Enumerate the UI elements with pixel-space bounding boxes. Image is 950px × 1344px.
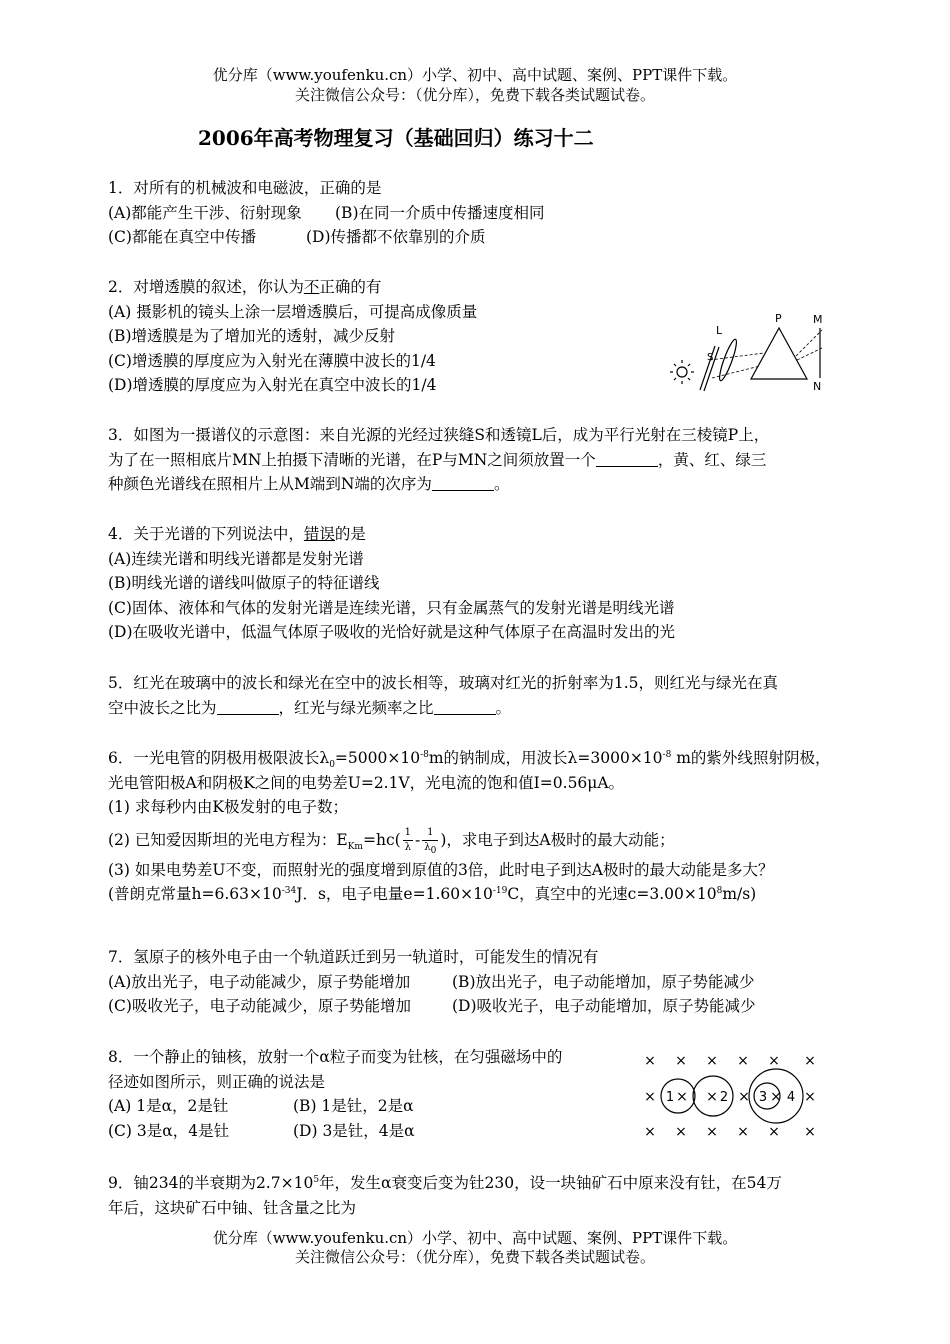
q7-option-b: (B)放出光子，电子动能增加，原子势能减少 (452, 972, 755, 991)
q6-line-2: 光电管阳极A和阴极K之间的电势差U=2.1V，光电流的饱和值I=0.56μA。 (108, 773, 625, 792)
cross-icon: × (737, 1124, 749, 1140)
q6-cc: C，真空中的光速c=3.00×10 (507, 885, 717, 903)
q6-l1-sub: 0 (329, 760, 335, 771)
cross-icon: × (706, 1053, 718, 1069)
q3-line-3-tail: 。 (493, 475, 510, 493)
footer-line-2: 关注微信公众号：（优分库），免费下载各类试题试卷。 (294, 1248, 655, 1266)
q5-blank-1[interactable] (217, 698, 279, 715)
frac2-den (422, 841, 438, 855)
question-4 (108, 522, 843, 645)
lens-l (717, 338, 740, 382)
q6-l1a: 6．一光电管的阴极用极限波长λ (108, 749, 330, 767)
prism-p (751, 328, 807, 379)
label-m: M (813, 313, 823, 326)
q5-line-2-mid: ，红光与绿光频率之比 (278, 698, 434, 717)
question-7 (108, 945, 843, 1019)
cross-icon: × (737, 1053, 749, 1069)
q4-option-a: (A)连续光谱和明线光谱都是发射光谱 (108, 549, 364, 568)
label-l: L (716, 324, 723, 337)
q3-line-2: 为了在一照相底片MN上拍摄下清晰的光谱，在P与MN之间须放置一个 (108, 450, 596, 469)
frac2-den-lambda: λ (424, 842, 431, 853)
page-title: 2006年高考物理复习（基础回归）练习十二 (198, 126, 594, 150)
cross-icon: × (770, 1089, 782, 1105)
q2-option-a: (A) 摄影机的镜头上涂一层增透膜后，可提高成像质量 (108, 302, 478, 321)
cross-icon: × (706, 1089, 718, 1105)
q4-stem-tail: 的是 (334, 525, 366, 543)
q3-line-1: 3．如图为一摄谱仪的示意图：来自光源的光经过狭缝S和透镜L后，成为平行光射在三棱镜P上， (108, 426, 770, 444)
q1-stem: 1．对所有的机械波和电磁波，正确的是 (108, 179, 382, 197)
q6-ca: (普朗克常量h=6.63×10 (108, 885, 282, 903)
q6-l1c: m的钠制成，用波长λ=3000×10 (428, 749, 663, 767)
q4-stem (108, 522, 843, 547)
q6-part-1: (1) 求每秒内由K极发射的电子数； (108, 798, 348, 816)
magnetic-field-figure (636, 1045, 826, 1145)
cross-icon: × (738, 1089, 750, 1105)
q2-stem (108, 275, 843, 300)
track-label-3: 3 (758, 1090, 768, 1105)
header-line-2: 关注微信公众号：（优分库），免费下载各类试题试卷。 (294, 86, 655, 104)
q8-option-a: (A) 1是α，2是钍 (108, 1097, 229, 1115)
q3-blank-2[interactable] (432, 474, 494, 491)
q2-stem-underlined: 不 (303, 278, 320, 296)
q4-option-c: (C)固体、液体和气体的发射光谱是连续光谱，只有金属蒸气的发射光谱是明线光谱 (108, 598, 675, 617)
cross-icon: × (675, 1053, 687, 1069)
track-label-4: 4 (786, 1090, 796, 1105)
q5-line-2: 空中波长之比为 (108, 698, 217, 717)
q8-option-d: (D) 3是钍，4是α (293, 1121, 415, 1140)
header-line-1: 优分库（www.youfenku.cn）小学、初中、高中试题、案例、PPT课件下载。 (212, 66, 738, 84)
cross-icon: × (644, 1089, 656, 1105)
q7-option-d: (D)吸收光子，电子动能增加，原子势能减少 (452, 997, 756, 1015)
q1-option-d: (D)传播都不依靠别的介质 (306, 228, 486, 246)
q6-c-sup2: -19 (492, 885, 508, 896)
q6-cb: J．s，电子电量e=1.60×10 (296, 885, 493, 903)
cross-icon: × (768, 1124, 780, 1140)
cross-icon: × (804, 1053, 816, 1069)
q2-option-d: (D)增透膜的厚度应为入射光在真空中波长的1/4 (108, 376, 437, 394)
q6-p2a: (2) 已知爱因斯坦的光电方程为：E (108, 830, 348, 849)
q9-l1b: 年，发生α衰变后变为钍230，设一块铀矿石中原来没有钍，在54万 (319, 1174, 782, 1192)
q6-c-sup1: -34 (281, 885, 297, 896)
q9-l1-sup: 5 (313, 1174, 320, 1185)
q3-line-3: 种颜色光谱线在照相片上从M端到N端的次序为 (108, 475, 432, 493)
q9-line-1 (108, 1171, 843, 1196)
q3-line-2-tail: ，黄、红、绿三 (657, 450, 767, 469)
question-8 (108, 1045, 638, 1143)
frac2-num: 1 (422, 826, 438, 841)
cross-icon: × (676, 1089, 688, 1105)
cross-icon: × (804, 1089, 816, 1105)
q9-line-2: 年后，这块矿石中铀、钍含量之比为 (108, 1198, 357, 1217)
label-s: S (707, 352, 714, 363)
footer-line-1: 优分库（www.youfenku.cn）小学、初中、高中试题、案例、PPT课件下载。 (212, 1229, 738, 1247)
q5-line-2-tail: 。 (495, 698, 512, 717)
q1-option-c: (C)都能在真空中传播 (108, 228, 256, 246)
q4-option-d: (D)在吸收光谱中，低温气体原子吸收的光恰好就是这种气体原子在高温时发出的光 (108, 623, 676, 641)
light-source-icon (677, 367, 687, 377)
cross-icon: × (804, 1124, 816, 1140)
q4-stem-text: 4．关于光谱的下列说法中， (108, 525, 304, 543)
q8-line-1: 8．一个静止的铀核，放射一个α粒子而变为钍核，在匀强磁场中的 (108, 1048, 563, 1066)
q6-cd: m/s) (722, 885, 757, 903)
q7-stem: 7．氢原子的核外电子由一个轨道跃迁到另一轨道时，可能发生的情况有 (108, 948, 599, 966)
cross-icon: × (644, 1053, 656, 1069)
q8-option-c: (C) 3是α，4是钍 (108, 1121, 230, 1140)
fraction-1-over-lambda (403, 826, 413, 855)
q6-minus: - (415, 830, 421, 849)
cross-icon: × (768, 1053, 780, 1069)
q9-l1a: 9．铀234的半衰期为2.7×10 (108, 1174, 314, 1192)
question-5 (108, 671, 843, 720)
q6-constants (108, 882, 843, 907)
frac2-den-sub: 0 (430, 846, 437, 856)
q7-option-c: (C)吸收光子，电子动能减少，原子势能增加 (108, 997, 411, 1015)
q6-line-1 (108, 746, 843, 771)
q6-part-3: (3) 如果电势差U不变，而照射光的强度增到原值的3倍，此时电子到达A极时的最大动能是多大？ (108, 860, 774, 879)
q4-option-b: (B)明线光谱的谱线叫做原子的特征谱线 (108, 574, 380, 592)
q6-l1-sup2: -8 (662, 749, 672, 760)
label-p: P (775, 312, 782, 325)
q4-stem-underlined: 错误 (303, 525, 335, 543)
question-1 (108, 176, 843, 250)
track-label-1: 1 (665, 1090, 675, 1105)
question-6 (108, 746, 843, 907)
q1-option-b: (B)在同一介质中传播速度相同 (335, 203, 545, 222)
cross-icon: × (706, 1124, 718, 1140)
q2-stem-text: 2．对增透膜的叙述，你认为 (108, 278, 304, 296)
spectrograph-figure (660, 308, 835, 393)
q6-p2c: )，求电子到达A极时的最大动能； (440, 830, 675, 849)
cross-icon: × (644, 1124, 656, 1140)
q7-option-a: (A)放出光子，电子动能减少，原子势能增加 (108, 972, 411, 991)
q6-l1-sup1: -8 (420, 749, 429, 760)
q2-option-c: (C)增透膜的厚度应为入射光在薄膜中波长的1/4 (108, 351, 436, 370)
q6-l1b: =5000×10 (334, 749, 421, 767)
question-9 (108, 1171, 843, 1220)
q1-option-a: (A)都能产生干涉、衍射现象 (108, 203, 302, 222)
frac1-num: 1 (403, 826, 413, 841)
q6-part-2 (108, 822, 843, 858)
q3-blank-1[interactable] (596, 450, 658, 467)
q2-option-b: (B)增透膜是为了增加光的透射，减少反射 (108, 327, 395, 345)
fraction-1-over-lambda0 (422, 826, 438, 855)
q6-c-sup3: 8 (716, 885, 723, 896)
question-3 (108, 423, 843, 497)
q8-option-b: (B) 1是钍，2是α (293, 1097, 414, 1115)
q8-line-2: 径迹如图所示，则正确的说法是 (108, 1072, 326, 1091)
q5-blank-2[interactable] (434, 698, 496, 715)
q2-stem-tail: 正确的有 (319, 278, 382, 296)
cross-icon: × (675, 1124, 687, 1140)
frac1-den: λ (404, 842, 412, 853)
q6-p2-sub: Km (347, 841, 363, 852)
label-n: N (813, 380, 822, 393)
q6-p2b: =hc( (362, 830, 401, 849)
q5-line-1: 5．红光在玻璃中的波长和绿光在空中的波长相等，玻璃对红光的折射率为1.5，则红光与绿光在真 (108, 674, 779, 692)
q6-l1d: m的紫外线照射阴极， (671, 749, 831, 767)
track-label-2: 2 (719, 1090, 729, 1105)
